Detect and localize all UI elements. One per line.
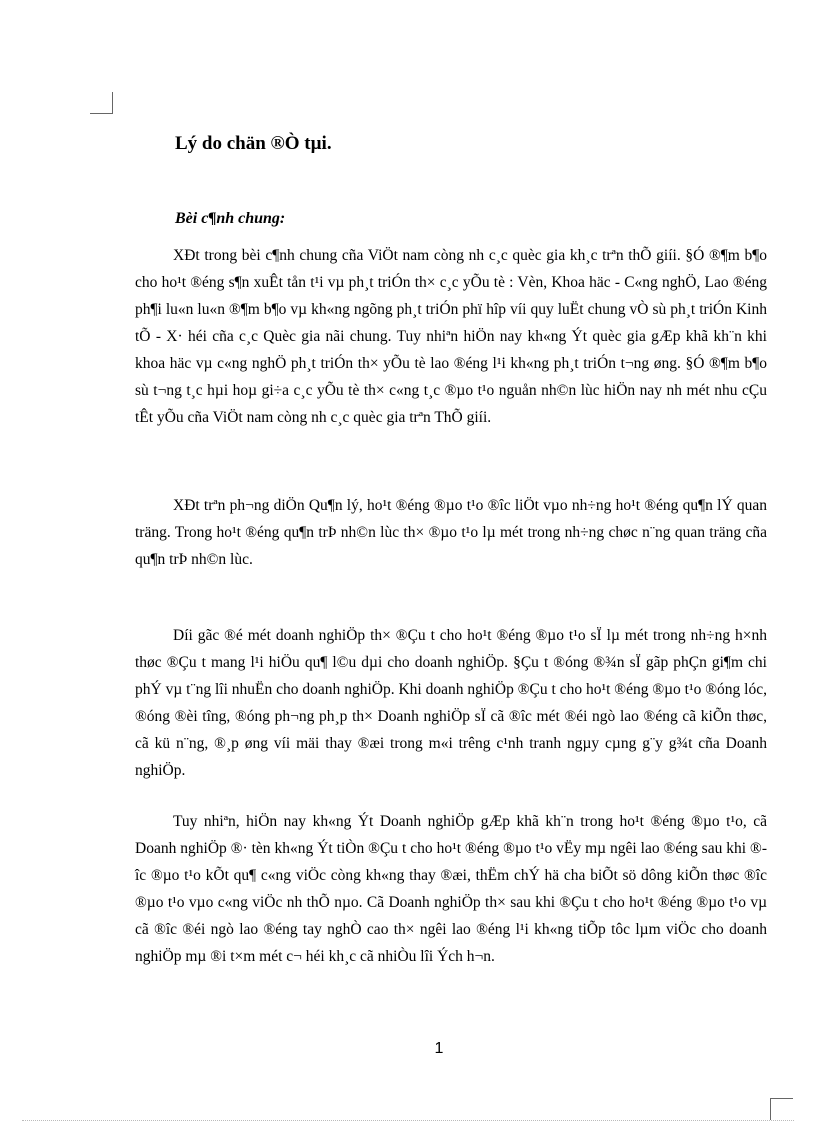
body-paragraph: Díi gãc ®é mét doanh nghiÖp th× ®Çu t cho ho¹t ®éng ®µo t¹o sÏ lµ mét trong nh÷ng h×nh thøc ®Çu t mang l¹i hiÖu qu¶ l©u dµi cho doanh nghiÖp. §Çu t ®óng ®¾n sÏ gãp phÇn gi¶m chi phÝ vµ t¨ng lîi nhuËn cho doanh nghiÖp. Khi doanh nghiÖp ®Çu t cho ho¹t ®éng ®µo t¹o ®óng lóc, ®óng ®èi tîng, ®óng ph¬ng ph¸p th× Doanh nghiÖp sÏ cã ®îc mét ®éi ngò lao ®éng cã kiÕn thøc, cã kü n¨ng, ®¸p øng víi mäi thay ®æi trong m«i trêng c¹nh tranh ngµy cµng g¨y g¾t cña Doanh nghiÖp. xyxy=(135,627,767,779)
page-number: 1 xyxy=(434,1040,444,1057)
crop-mark xyxy=(90,113,112,114)
crop-mark xyxy=(770,1098,771,1120)
body-paragraph: Tuy nhiªn, hiÖn nay kh«ng Ýt Doanh nghiÖp gÆp khã kh¨n trong ho¹t ®éng ®µo t¹o, cã Doanh nghiÖp ®· tèn kh«ng Ýt tiÒn ®Çu t cho ho¹t ®éng ®µo t¹o vËy mµ ngêi lao ®éng sau khi ®îc ®µo t¹o kÕt qu¶ c«ng viÖc còng kh«ng thay ®æi, thËm chÝ hä cha biÕt sö dông kiÕn thøc ®îc ®µo t¹o vµo c«ng viÖc nh thÕ nµo. Cã Doanh nghiÖp th× sau khi ®Çu t cho ho¹t ®éng ®µo t¹o vµ cã ®îc ®éi ngò lao ®éng tay nghÒ cao th× ngêi lao ®éng l¹i kh«ng tiÕp tôc lµm viÖc cho doanh nghiÖp mµ ®i t×m mét c¬ héi kh¸c cã nhiÒu lîi Ých h¬n. xyxy=(135,813,767,965)
section-heading: Lý do chän ®Ò tµi. xyxy=(175,133,332,154)
body-paragraph: XÐt trong bèi c¶nh chung cña ViÖt nam còng nh c¸c quèc gia kh¸c trªn thÕ giíi. §Ó ®¶m b¶o cho ho¹t ®éng s¶n xuÊt tån t¹i vµ ph¸t triÓn th× c¸c yÕu tè : Vèn, Khoa häc - C«ng nghÖ, Lao ®éng ph¶i lu«n lu«n ®¶m b¶o vµ kh«ng ngõng ph¸t triÓn phï hîp víi quy luËt chung vÒ sù ph¸t triÓn Kinh tÕ - X· héi cña c¸c Quèc gia nãi chung. Tuy nhiªn hiÖn nay kh«ng Ýt quèc gia gÆp khã kh¨n khi khoa häc vµ c«ng nghÖ ph¸t triÓn th× yÕu tè lao ®éng l¹i kh«ng ph¸t triÓn t¬ng øng. §Ó ®¶m b¶o sù t¬ng t¸c hµi hoµ gi÷a c¸c yÕu tè th× c«ng t¸c ®µo t¹o nguån nh©n lùc hiÖn nay nh mét nhu cÇu tÊt yÕu cña ViÖt nam còng nh c¸c quèc gia trªn ThÕ giíi. xyxy=(135,247,767,426)
section-subheading: Bèi c¶nh chung: xyxy=(175,210,286,227)
body-paragraph: XÐt trªn ph¬ng diÖn Qu¶n lý, ho¹t ®éng ®µo t¹o ®îc liÖt vµo nh÷ng ho¹t ®éng qu¶n lÝ quan träng. Trong ho¹t ®éng qu¶n trÞ nh©n lùc th× ®µo t¹o lµ mét trong nh÷ng chøc n¨ng quan träng cña qu¶n trÞ nh©n lùc. xyxy=(135,497,767,568)
page-divider xyxy=(22,1120,794,1121)
crop-mark xyxy=(771,1098,793,1099)
crop-mark xyxy=(112,92,113,114)
